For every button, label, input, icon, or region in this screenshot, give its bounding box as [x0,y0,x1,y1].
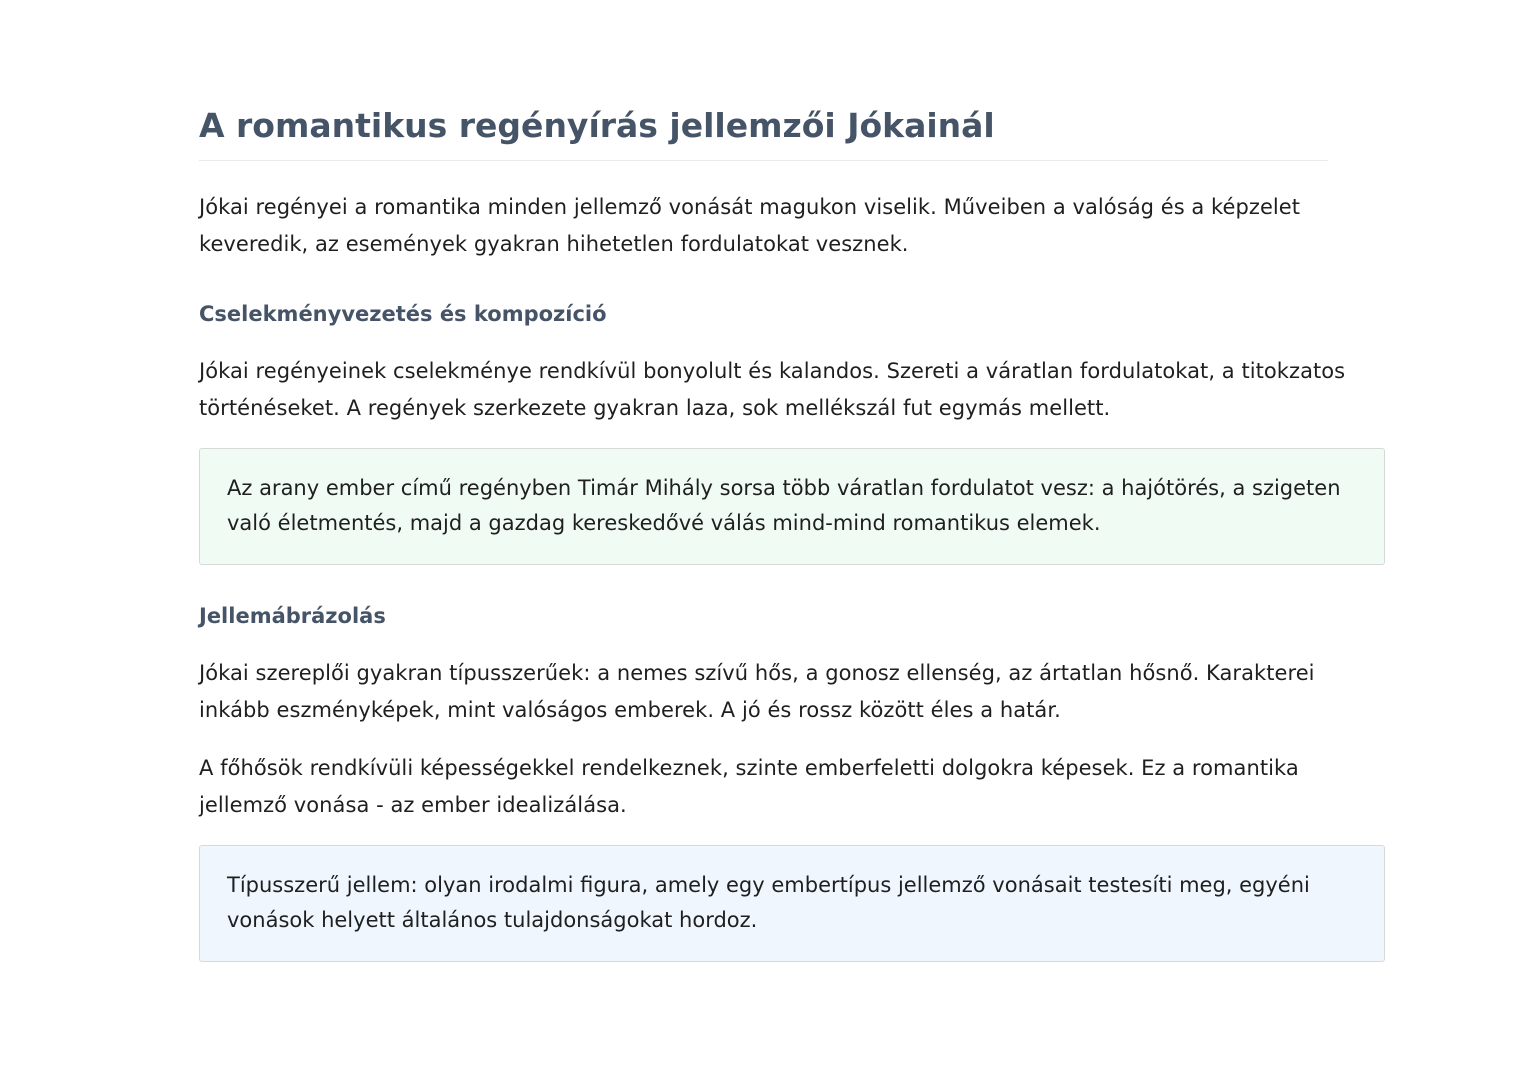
article [199,104,1385,962]
characterization-paragraph-2: A főhősök rendkívüli képességekkel rendelkeznek, szinte emberfeletti dolgokra képesek. Ez a romantika jellemző vonása - az ember idealizálása. [199,756,1299,817]
intro-paragraph: Jókai regényei a romantika minden jellemző vonását magukon viselik. Műveiben a valóság és a képzelet keveredik, az események gyakran hihetetlen fordulatokat vesznek. [199,195,1301,256]
page-title: A romantikus regényírás jellemzői Jókainál [199,104,1328,161]
section-heading-characterization: Jellemábrázolás [199,604,386,628]
definition-box: Típusszerű jellem: olyan irodalmi figura, amely egy embertípus jellemző vonásait testesíti meg, egyéni vonások helyett általános tulajdonságokat hordoz. [199,845,1385,962]
plot-paragraph: Jókai regényeinek cselekménye rendkívül bonyolult és kalandos. Szereti a váratlan fordulatokat, a titokzatos történéseket. A regények szerkezete gyakran laza, sok mellékszál fut egymás mellett. [199,359,1346,420]
example-box: Az arany ember című regényben Timár Mihály sorsa több váratlan fordulatot vesz: a hajótörés, a szigeten való életmentés, majd a gazdag kereskedővé válás mind-mind romantikus elemek. [199,448,1385,565]
section-heading-plot: Cselekményvezetés és kompozíció [199,302,607,326]
characterization-paragraph-1: Jókai szereplői gyakran típusszerűek: a nemes szívű hős, a gonosz ellenség, az ártatlan hősnő. Karakterei inkább eszményképek, mint valóságos emberek. A jó és rossz között éles a határ. [199,661,1315,722]
